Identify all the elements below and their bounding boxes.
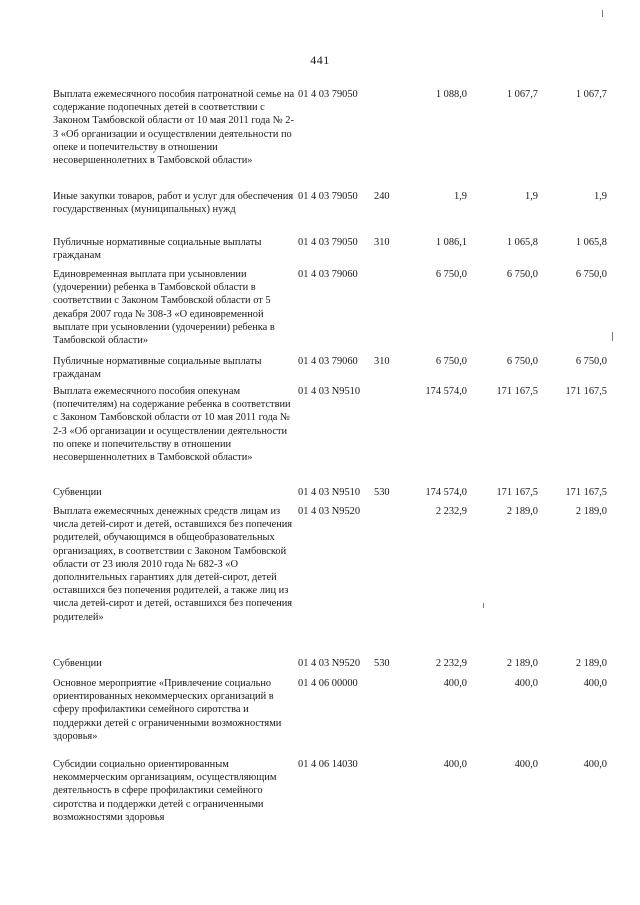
row-value-2025: 2 189,0 bbox=[506, 658, 538, 669]
row-value-2024: 2 232,9 bbox=[435, 506, 467, 517]
row-value-2025: 2 189,0 bbox=[506, 506, 538, 517]
row-value-2026: 1,9 bbox=[594, 191, 607, 202]
row-code: 01 4 03 79050 bbox=[298, 89, 358, 100]
row-description: Субвенции bbox=[53, 658, 102, 669]
row-value-2026: 400,0 bbox=[583, 678, 607, 689]
row-description: Публичные нормативные социальные выплаты гражданам bbox=[53, 356, 262, 381]
row-value-2025: 400,0 bbox=[514, 678, 538, 689]
row-value-2026: 171 167,5 bbox=[565, 487, 607, 498]
row-value-2025: 171 167,5 bbox=[496, 487, 538, 498]
row-value-2026: 2 189,0 bbox=[575, 506, 607, 517]
row-description: Выплата ежемесячных денежных средств лицам из числа детей-сирот и детей, оставшихся без попечения родителей, обучающимся в общеобразовательных организациях, в соответствии с Законом Тамбовской области от 23 июля 2010 года № 682-З «О дополнительных гарантиях для детей-сирот, детей оставшихся без попечения родителей, а также лиц из числа детей-сирот и детей, оставшихся без попечения родителей» bbox=[53, 506, 293, 623]
row-description: Публичные нормативные социальные выплаты гражданам bbox=[53, 237, 262, 262]
row-value-2025: 6 750,0 bbox=[506, 269, 538, 280]
row-value-2024: 1 086,1 bbox=[435, 237, 467, 248]
row-value-2026: 1 065,8 bbox=[575, 237, 607, 248]
row-value-2024: 400,0 bbox=[443, 759, 467, 770]
row-expense-type: 310 bbox=[374, 237, 390, 248]
row-value-2026: 6 750,0 bbox=[575, 269, 607, 280]
row-description: Выплата ежемесячного пособия патронатной семье на содержание подопечных детей в соответствии с Законом Тамбовской области от 10 мая 2011 года № 2-З «Об организации и осуществлении деятельности по опеке и попечительству в отношении несовершеннолетних в Тамбовской области» bbox=[53, 89, 295, 167]
row-value-2024: 174 574,0 bbox=[425, 487, 467, 498]
scan-mark bbox=[483, 603, 484, 608]
row-value-2024: 174 574,0 bbox=[425, 386, 467, 397]
row-code: 01 4 03 N9520 bbox=[298, 658, 361, 669]
row-value-2025: 400,0 bbox=[514, 759, 538, 770]
row-description: Иные закупки товаров, работ и услуг для обеспечения государственных (муниципальных) нужд bbox=[53, 191, 294, 216]
row-description: Выплата ежемесячного пособия опекунам (попечителям) на содержание ребенка в соответствии с Законом Тамбовской области от 10 мая 2011 года № 2-З «Об организации и осуществлении деятельности по опеке и попечительству в отношении несовершеннолетних в Тамбовской области» bbox=[53, 386, 291, 464]
scan-mark bbox=[602, 10, 603, 17]
row-value-2025: 171 167,5 bbox=[496, 386, 538, 397]
row-value-2025: 1 067,7 bbox=[506, 89, 538, 100]
row-value-2026: 1 067,7 bbox=[575, 89, 607, 100]
row-value-2025: 1,9 bbox=[525, 191, 538, 202]
row-expense-type: 530 bbox=[374, 487, 390, 498]
row-code: 01 4 03 79060 bbox=[298, 269, 358, 280]
row-code: 01 4 06 00000 bbox=[298, 678, 358, 689]
row-code: 01 4 03 N9510 bbox=[298, 487, 361, 498]
row-value-2024: 1,9 bbox=[454, 191, 467, 202]
row-code: 01 4 06 14030 bbox=[298, 759, 358, 770]
row-value-2026: 400,0 bbox=[583, 759, 607, 770]
row-value-2026: 2 189,0 bbox=[575, 658, 607, 669]
row-code: 01 4 03 79060 bbox=[298, 356, 358, 367]
row-value-2024: 6 750,0 bbox=[435, 356, 467, 367]
row-value-2025: 6 750,0 bbox=[506, 356, 538, 367]
row-value-2026: 171 167,5 bbox=[565, 386, 607, 397]
row-code: 01 4 03 79050 bbox=[298, 237, 358, 248]
row-code: 01 4 03 79050 bbox=[298, 191, 358, 202]
row-code: 01 4 03 N9520 bbox=[298, 506, 361, 517]
row-value-2024: 1 088,0 bbox=[435, 89, 467, 100]
row-description: Единовременная выплата при усыновлении (удочерении) ребенка в Тамбовской области в соответствии с Законом Тамбовской области от 5 декабря 2007 года № 308-З «О единовременной выплате при усыновлении (удочерении) ребенка в Тамбовской области» bbox=[53, 269, 275, 347]
row-expense-type: 530 bbox=[374, 658, 390, 669]
row-description: Основное мероприятие «Привлечение социально ориентированных некоммерческих организаций в сферу профилактики семейного сиротства и поддержки детей с ограниченными возможностями здоровья» bbox=[53, 678, 282, 742]
row-value-2024: 6 750,0 bbox=[435, 269, 467, 280]
row-value-2026: 6 750,0 bbox=[575, 356, 607, 367]
scan-mark bbox=[612, 332, 613, 341]
row-code: 01 4 03 N9510 bbox=[298, 386, 361, 397]
row-expense-type: 310 bbox=[374, 356, 390, 367]
row-expense-type: 240 bbox=[374, 191, 390, 202]
row-description: Субвенции bbox=[53, 487, 102, 498]
row-description: Субсидии социально ориентированным некоммерческим организациям, осуществляющим деятельность в сфере профилактики семейного сиротства и поддержки детей с ограниченными возможностями здоровья bbox=[53, 759, 277, 823]
row-value-2024: 2 232,9 bbox=[435, 658, 467, 669]
row-value-2024: 400,0 bbox=[443, 678, 467, 689]
page-number: 441 bbox=[310, 53, 330, 67]
row-value-2025: 1 065,8 bbox=[506, 237, 538, 248]
